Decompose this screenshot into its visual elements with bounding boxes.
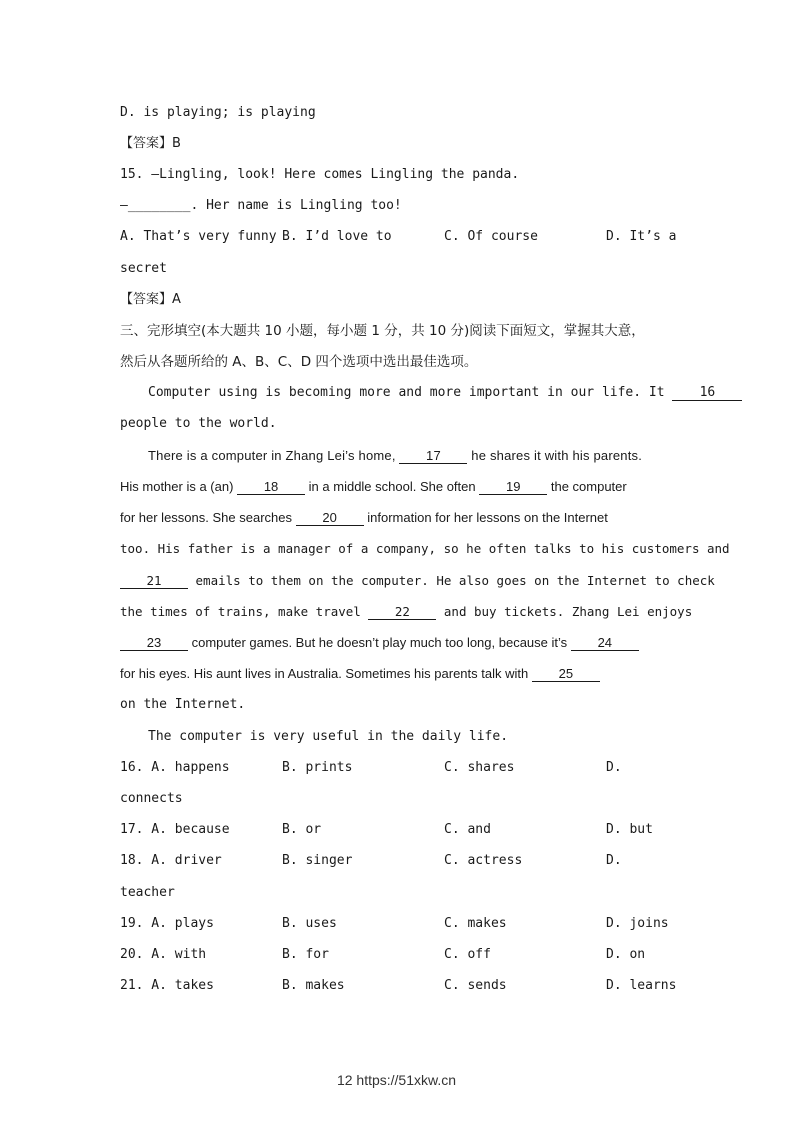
passage-text: he shares it with his parents. [471, 448, 643, 463]
blank-19: 19 [479, 480, 547, 495]
option-b: B. makes [282, 978, 345, 993]
passage-line [120, 635, 639, 651]
option-a: 17. A. because [120, 822, 230, 837]
section3-heading-line1: 三、完形填空(本大题共 10 小题，每小题 1 分，共 10 分)阅读下面短文，掌握其大意， [120, 323, 645, 339]
blank-21: 21 [120, 574, 188, 589]
option-b: B. prints [282, 760, 353, 775]
blank-16: 16 [672, 386, 742, 401]
passage-text: Computer using is becoming more and more important in our life. It [148, 385, 665, 400]
blank-24: 24 [571, 636, 639, 651]
option-b: B. singer [282, 853, 353, 868]
passage-line: The computer is very useful in the daily life. [148, 729, 509, 744]
option-d: D. but [606, 822, 653, 837]
passage-text: emails to them on the computer. He also goes on the Internet to check [195, 573, 715, 588]
option-c: C. sends [444, 978, 507, 993]
option-d: D. on [606, 947, 646, 962]
blank-22: 22 [368, 605, 436, 620]
option-b: B. uses [282, 916, 337, 931]
passage-line [120, 479, 627, 495]
passage-text: information for her lessons on the Internet [367, 510, 608, 525]
passage-line [120, 604, 692, 620]
q15-option-d-wrap: secret [120, 261, 167, 276]
passage-text: and buy tickets. Zhang Lei enjoys [443, 604, 693, 619]
q15-option-a: A. That’s very funny [120, 229, 277, 244]
passage-text: in a middle school. She often [308, 479, 476, 494]
q15-prompt: —________. Her name is Lingling too! [120, 198, 402, 213]
page-footer: 12 https://51xkw.cn [336, 1072, 457, 1088]
option-b: B. for [282, 947, 329, 962]
option-c: C. off [444, 947, 491, 962]
passage-line [148, 448, 642, 464]
q15-question: 15. —Lingling, look! Here comes Lingling the panda. [120, 167, 520, 182]
blank-25: 25 [532, 667, 600, 682]
section3-heading-line2: 然后从各题所给的 A、B、C、D 四个选项中选出最佳选项。 [120, 354, 478, 370]
option-d: D. joins [606, 916, 669, 931]
blank-20: 20 [296, 511, 364, 526]
q14-option-d: D. is playing; is playing [120, 105, 316, 120]
passage-line: too. His father is a manager of a company, so he often talks to his customers and [120, 541, 730, 556]
q15-answer: 【答案】A [120, 292, 181, 307]
passage-line [148, 385, 742, 401]
q15-option-c: C. Of course [444, 229, 538, 244]
option-a: 16. A. happens [120, 760, 230, 775]
passage-line [120, 666, 600, 682]
passage-line [120, 510, 608, 526]
passage-text: computer games. But he doesn’t play much too long, because it’s [191, 635, 568, 650]
blank-18: 18 [237, 480, 305, 495]
option-d-wrap: connects [120, 791, 183, 806]
option-c: C. makes [444, 916, 507, 931]
passage-line: on the Internet. [120, 697, 246, 712]
passage-text: for her lessons. She searches [120, 510, 292, 525]
option-d-wrap: teacher [120, 885, 175, 900]
option-d: D. [606, 853, 622, 868]
option-d: D. [606, 760, 622, 775]
passage-text: There is a computer in Zhang Lei’s home, [148, 448, 396, 463]
passage-text: for his eyes. His aunt lives in Australia. Sometimes his parents talk with [120, 666, 529, 681]
option-d: D. learns [606, 978, 677, 993]
option-c: C. actress [444, 853, 523, 868]
option-c: C. and [444, 822, 491, 837]
passage-text: His mother is a (an) [120, 479, 234, 494]
q15-option-b: B. I’d love to [282, 229, 392, 244]
blank-17: 17 [399, 449, 467, 464]
passage-line: people to the world. [120, 416, 277, 431]
option-a: 19. A. plays [120, 916, 214, 931]
q14-answer: 【答案】B [120, 136, 181, 151]
option-a: 20. A. with [120, 947, 207, 962]
option-c: C. shares [444, 760, 515, 775]
option-a: 18. A. driver [120, 853, 222, 868]
q15-option-d: D. It’s a [606, 229, 677, 244]
passage-text: the times of trains, make travel [120, 604, 361, 619]
passage-line [120, 573, 715, 589]
blank-23: 23 [120, 636, 188, 651]
passage-text: the computer [550, 479, 627, 494]
option-a: 21. A. takes [120, 978, 214, 993]
option-b: B. or [282, 822, 322, 837]
